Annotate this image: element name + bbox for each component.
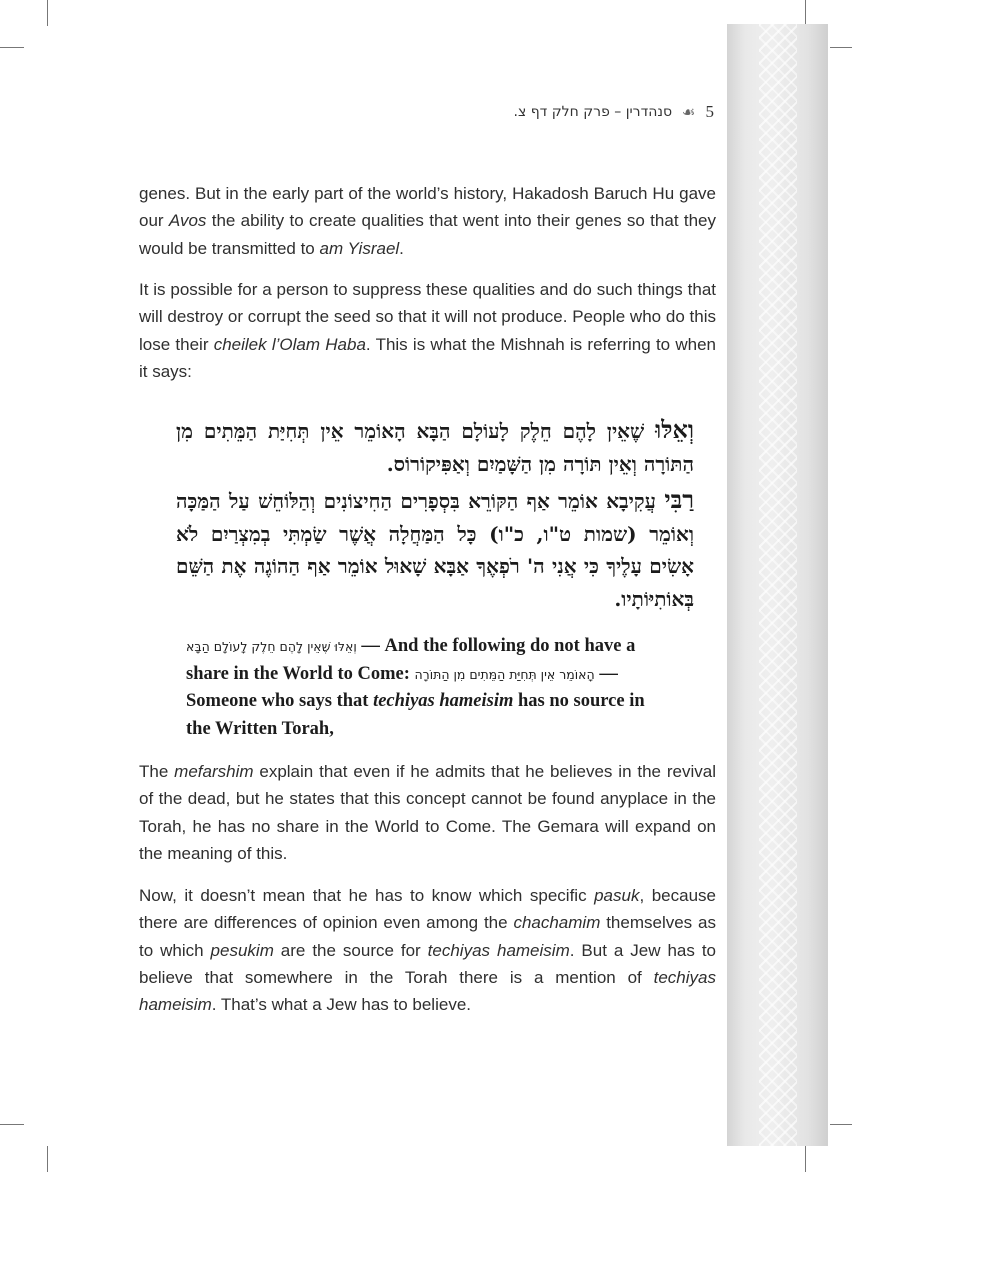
running-title: סנהדרין – פרק חלק דף צ. xyxy=(513,104,673,120)
sidebar-pattern xyxy=(759,24,797,1146)
mishnah-text-2: רַבִּי עֲקִיבָא אוֹמֵר אַף הַקּוֹרֵא בִּסְפָרִים הַחִיצוֹנִים וְהַלּוֹחֵשׁ עַל הַמַּכָּה וְאוֹמֵר (שמות ט"ו, כ"ו) כָּל הַמַּחֲלָה אֲשֶׁר שַׂמְתִּי בְמִצְרַיִם לֹא אָשִׂים עָלֶיךָ כִּי אֲנִי ה' רֹפְאֶךָ אַבָּא שָׁאוּל אוֹמֵר אַף הַהוֹגֶה אֶת הַשֵּׁם בְּאוֹתִיּוֹתָיו. xyxy=(176,485,694,611)
body-paragraph-2: It is possible for a person to suppress these qualities and do such things that will destroy or corrupt the seed so that it will not produce. People who do this lose their cheilek l’Olam Haba. This is what the Mishnah is referring to when it says: xyxy=(139,280,716,381)
mishnah-text-1: וְאֵלּוּ שֶׁאֵין לָהֶם חֵלֶק לָעוֹלָם הַבָּא הָאוֹמֵר אֵין תְּחִיַּת הַמֵּתִים מִן הַתּוֹרָה וְאֵין תּוֹרָה מִן הַשָּׁמַיִם וְאַפִּיקוֹרוֹס. xyxy=(176,415,694,476)
crop-mark xyxy=(805,1146,806,1172)
decorative-sidebar xyxy=(727,24,828,1146)
crop-mark xyxy=(47,0,48,26)
running-header xyxy=(498,99,714,125)
body-paragraph-1: genes. But in the early part of the world’s history, Hakadosh Baruch Hu gave our Avos the ability to create qualities that went into their genes so that they would be transmitted to am Yisrael. xyxy=(139,184,716,258)
ornament-icon: ☙ xyxy=(682,103,696,121)
crop-mark xyxy=(0,47,24,48)
mishnah-translation: וְאֵלּוּ שֶׁאֵין לָהֶם חֵלֶק לָעוֹלָם הַבָּא — And the following do not have a share in the World to Come: הָאוֹמֵר אֵין תְּחִיַּת הַמֵּתִים מִן הַתּוֹרָה — Someone who says that techiyas hameisim has no source in the Written Torah, xyxy=(186,636,645,739)
crop-mark xyxy=(0,1124,24,1125)
body-paragraph-4: Now, it doesn’t mean that he has to know which specific pasuk, because there are differences of opinion even among the chachamim themselves as to which pesukim are the source for techiyas hameisim. But a Jew has to believe that somewhere in the Torah there is a mention of techiyas hameisim. That’s what a Jew has to believe. xyxy=(139,886,716,1015)
crop-mark xyxy=(830,1124,852,1125)
crop-mark xyxy=(830,47,852,48)
crop-mark xyxy=(805,0,806,26)
body-paragraph-3: The mefarshim explain that even if he admits that he believes in the revival of the dead, but he states that this concept cannot be found anyplace in the Torah, he has no share in the World to Come. The Gemara will expand on the meaning of this. xyxy=(139,762,716,863)
page-number: 5 xyxy=(705,102,714,121)
crop-mark xyxy=(47,1146,48,1172)
